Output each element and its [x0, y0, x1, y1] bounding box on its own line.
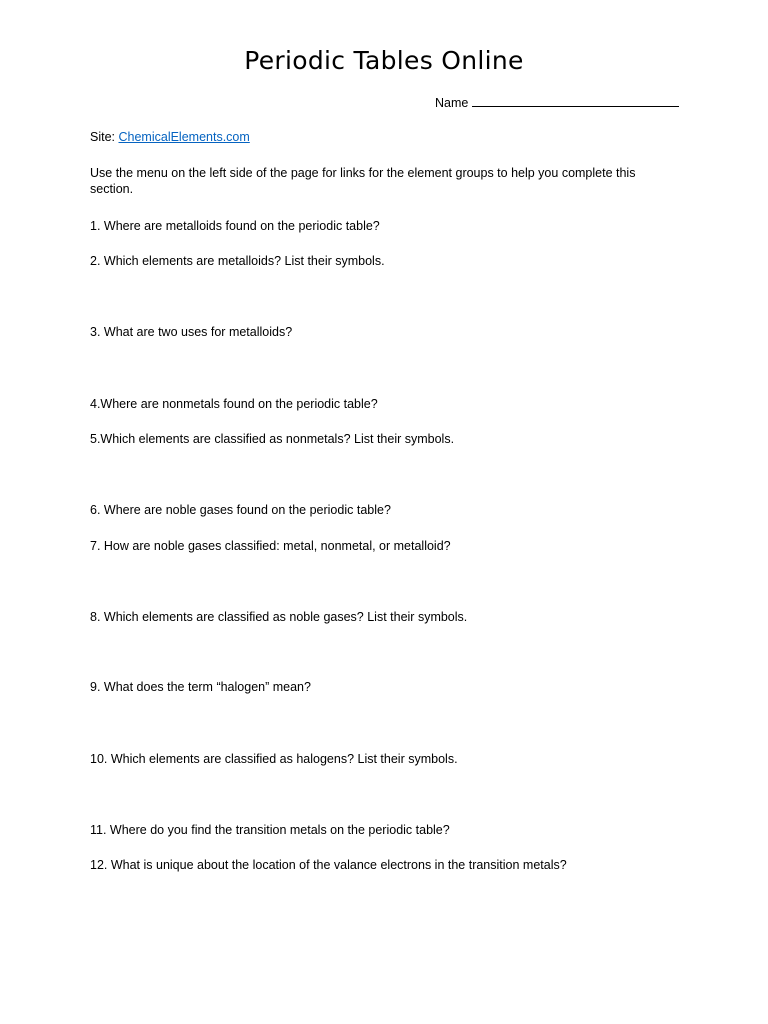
intro-paragraph: Use the menu on the left side of the page for links for the element groups to help you complete this section. — [90, 166, 636, 196]
site-label: Site: — [90, 130, 116, 144]
site-link[interactable]: ChemicalElements.com — [118, 130, 250, 144]
name-field — [435, 94, 679, 111]
question-11: 11. Where do you find the transition metals on the periodic table? — [90, 823, 450, 837]
question-3: 3. What are two uses for metalloids? — [90, 325, 293, 339]
question-9: 9. What does the term “halogen” mean? — [90, 680, 311, 694]
question-7: 7. How are noble gases classified: metal, nonmetal, or metalloid? — [90, 539, 451, 553]
question-2: 2. Which elements are metalloids? List their symbols. — [90, 254, 385, 268]
site-line — [90, 129, 250, 145]
question-1: 1. Where are metalloids found on the periodic table? — [90, 219, 380, 233]
name-label: Name — [435, 96, 469, 110]
question-8: 8. Which elements are classified as noble gases? List their symbols. — [90, 610, 468, 624]
question-12: 12. What is unique about the location of the valance electrons in the transition metals? — [90, 858, 567, 872]
question-6: 6. Where are noble gases found on the periodic table? — [90, 503, 391, 517]
page-title: Periodic Tables Online — [244, 46, 524, 75]
question-4: 4.Where are nonmetals found on the periodic table? — [90, 397, 378, 411]
question-10: 10. Which elements are classified as halogens? List their symbols. — [90, 752, 458, 766]
name-blank-line — [472, 94, 679, 107]
question-5: 5.Which elements are classified as nonmetals? List their symbols. — [90, 432, 455, 446]
